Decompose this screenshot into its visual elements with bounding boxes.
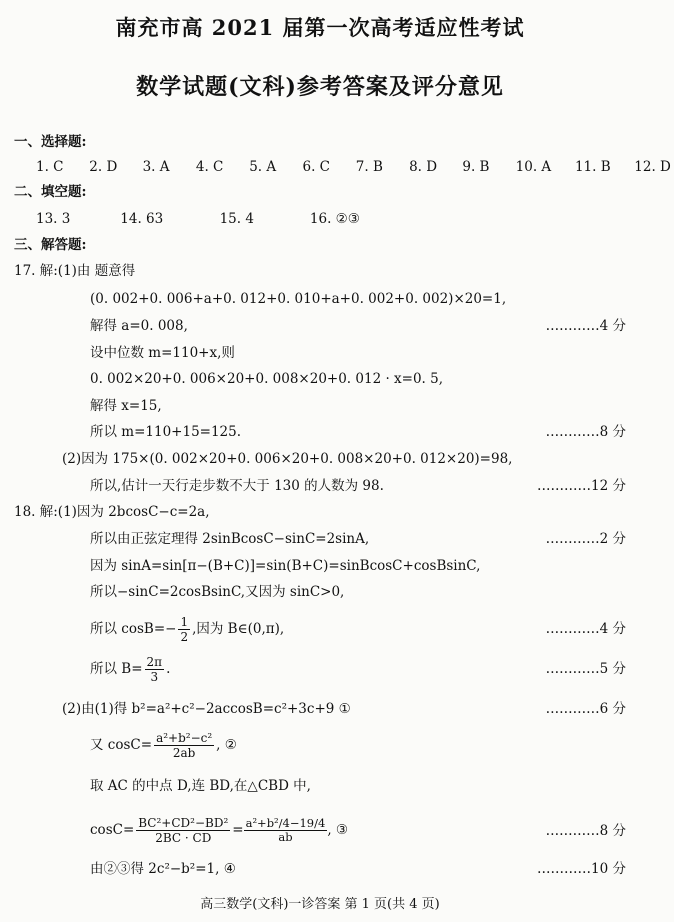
q18-line-cosc: 又 cosC= $\frac{\text{a²+b²−c²}}{2ab}$ , ② <box>90 731 237 760</box>
q17-line: 所以,估计一天行走步数不大于 130 的人数为 98. <box>90 478 384 494</box>
q18-line: 由②③得 2c²−b²=1, ④ <box>90 861 236 877</box>
section-heading-choice: 一、选择题: <box>14 134 87 150</box>
answer-item: 3. A <box>142 159 170 175</box>
answer-item: 12. D <box>634 159 671 175</box>
q18-line: 所以−sinC=2cosBsinC,又因为 sinC>0, <box>90 584 345 600</box>
q18-line: 18. 解:(1)因为 2bcosC−c=2a, <box>14 504 210 520</box>
fraction: $\frac{\text{BC²+CD²−BD²}}{2BC \cdot CD}$ <box>138 816 229 845</box>
score-mark: …………4 分 <box>545 621 626 637</box>
page-footer: 高三数学(文科)一诊答案 第 1 页(共 4 页) <box>200 897 440 912</box>
fraction: $\frac{2\pi}{3}$ <box>146 655 163 684</box>
answer-item: 7. B <box>355 159 383 175</box>
q18-line: 取 AC 的中点 D,连 BD,在△CBD 中, <box>90 778 311 794</box>
score-mark: …………5 分 <box>545 661 626 677</box>
q17-line: 所以 m=110+15=125. <box>90 424 242 440</box>
fill-answers-row <box>36 210 390 228</box>
score-mark: …………4 分 <box>545 318 626 334</box>
score-mark: …………2 分 <box>545 531 626 547</box>
answer-item: 9. B <box>462 159 490 175</box>
section-heading-solve: 三、解答题: <box>14 237 87 253</box>
answer-item: 1. C <box>36 159 64 175</box>
answer-item: 14. 63 <box>120 211 164 227</box>
answer-item: 8. D <box>409 159 438 175</box>
answer-item: 15. 4 <box>219 211 254 227</box>
answer-item: 4. C <box>195 159 224 175</box>
q17-line: 0. 002×20+0. 006×20+0. 008×20+0. 012 · x=0. 5, <box>90 371 444 387</box>
answer-item: 16. ②③ <box>309 211 360 227</box>
score-mark: …………8 分 <box>545 823 626 839</box>
q18-line: 因为 sinA=sin[π−(B+C)]=sin(B+C)=sinBcosC+cosBsinC, <box>90 558 481 574</box>
fraction: $\frac{1}{2}$ <box>180 615 189 644</box>
score-mark: …………6 分 <box>545 701 626 717</box>
score-mark: …………8 分 <box>545 424 626 440</box>
answer-item: 11. B <box>574 159 611 175</box>
q17-line: 解得 x=15, <box>90 398 162 414</box>
document-subtitle: 数学试题(文科)参考答案及评分意见 <box>136 74 504 100</box>
q17-line: (0. 002+0. 006+a+0. 012+0. 010+a+0. 002+0. 002)×20=1, <box>90 291 507 307</box>
q18-line-cosc-bd: cosC= $\frac{\text{BC²+CD²−BD²}}{2BC \cdot CD}$ = $\frac{\text{a²+b²/4−19/4}}{ab}$ , ③ <box>90 816 349 845</box>
section-heading-fill: 二、填空题: <box>14 184 87 200</box>
answer-item: 5. A <box>249 159 277 175</box>
exam-title: 南充市高 2021 届第一次高考适应性考试 <box>115 15 525 40</box>
q17-line: 设中位数 m=110+x,则 <box>90 345 235 361</box>
q17-line: 解得 a=0. 008, <box>90 318 188 334</box>
q17-line: (2)因为 175×(0. 002×20+0. 006×20+0. 008×20+0. 012×20)=98, <box>62 451 513 467</box>
fraction: $\frac{\text{a²+b²/4−19/4}}{ab}$ <box>245 816 326 844</box>
answer-item: 10. A <box>515 159 552 175</box>
answer-item: 2. D <box>89 159 118 175</box>
q18-line: 所以由正弦定理得 2sinBcosC−sinC=2sinA, <box>90 531 370 547</box>
score-mark: …………10 分 <box>537 861 626 877</box>
answer-item: 13. 3 <box>36 211 71 227</box>
q17-line: 17. 解:(1)由 题意得 <box>14 263 136 279</box>
q18-line-b: 所以 B= $\frac{2\pi}{3}$ . <box>90 655 171 684</box>
fraction: $\frac{\text{a²+b²−c²}}{2ab}$ <box>156 731 213 760</box>
q18-line-cosb: 所以 cosB=− $\frac{1}{2}$ ,因为 B∈(0,π), <box>90 615 285 644</box>
answer-item: 6. C <box>302 159 330 175</box>
choice-answers-row <box>36 158 674 176</box>
q18-line: (2)由(1)得 b²=a²+c²−2accosB=c²+3c+9 ① <box>62 701 351 717</box>
score-mark: …………12 分 <box>537 478 626 494</box>
